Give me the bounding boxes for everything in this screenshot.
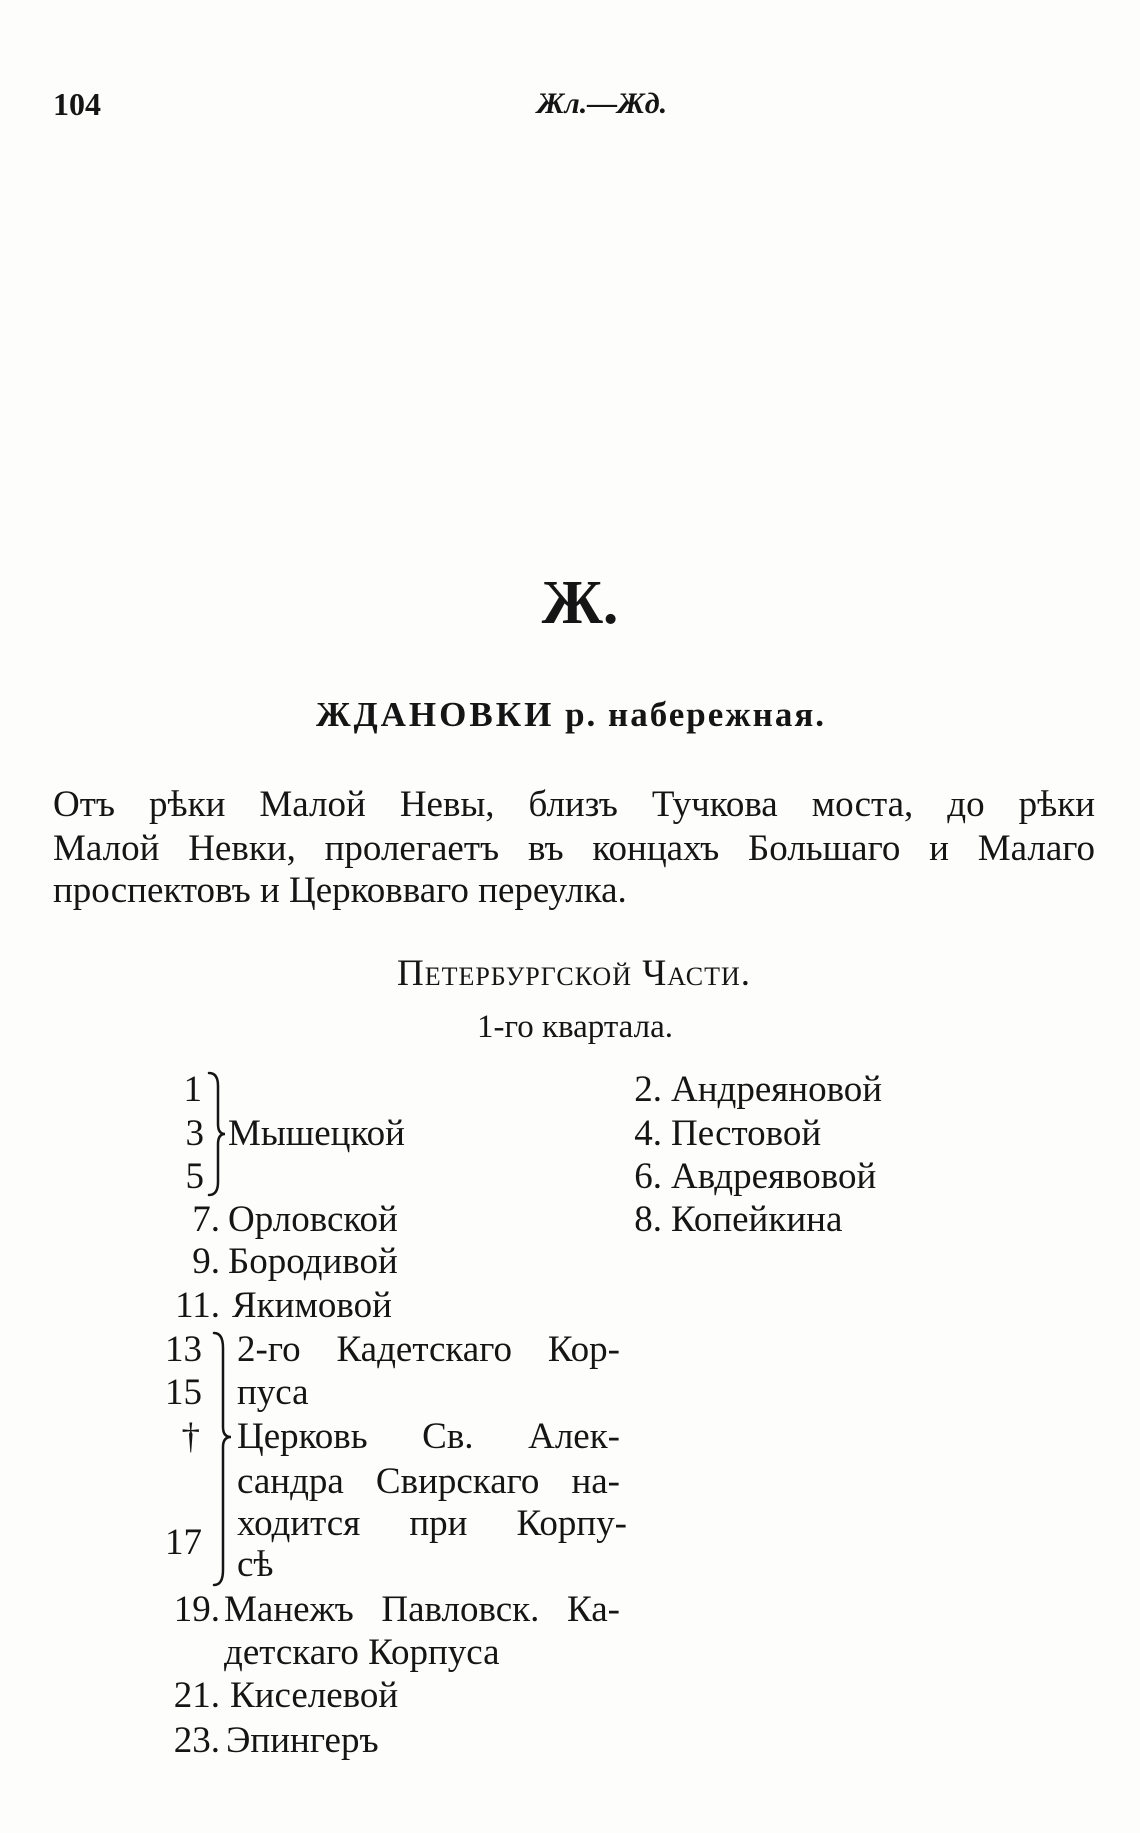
church-description: сѣ: [237, 1544, 274, 1585]
house-number: 1: [183, 1069, 202, 1110]
house-number: 8.: [634, 1199, 662, 1240]
description-line: проспектовъ и Церковваго переулка.: [53, 870, 627, 911]
house-number: 19.: [173, 1589, 220, 1630]
house-number: 9.: [192, 1241, 220, 1282]
house-number: 3: [185, 1113, 204, 1154]
owner-name: Манежъ Павловск. Ка-: [224, 1589, 620, 1630]
description-line: Малой Невки, пролегаетъ въ концахъ Большаго и Малаго: [53, 828, 1095, 869]
church-description: ходится при Корпу-: [237, 1503, 627, 1544]
owner-name: Бородивой: [228, 1241, 398, 1282]
owner-name: Эпингеръ: [226, 1720, 379, 1761]
house-number: 15: [165, 1372, 202, 1413]
description-line: Отъ рѣки Малой Невы, близъ Тучкова моста, до рѣки: [53, 784, 1095, 825]
owner-name: Авдреявовой: [671, 1156, 877, 1197]
section-letter: Ж.: [541, 569, 619, 637]
owner-name: Пестовой: [671, 1113, 822, 1154]
running-title: Жл.—Жд.: [536, 87, 668, 120]
house-number: 2.: [634, 1069, 662, 1110]
entry-name: ЖДАНОВКИ: [315, 695, 555, 734]
house-number: 6.: [634, 1156, 662, 1197]
owner-name: Киселевой: [230, 1675, 399, 1716]
quarter-heading: 1-го квартала.: [477, 1009, 673, 1045]
house-number: 7.: [192, 1199, 220, 1240]
owner-name: Мышецкой: [228, 1113, 405, 1154]
owner-name: Андреяновой: [671, 1069, 883, 1110]
house-number: 21.: [173, 1675, 220, 1716]
house-number: 4.: [634, 1113, 662, 1154]
owner-name: Копейкина: [671, 1199, 843, 1240]
page-number: 104: [53, 86, 101, 122]
owner-name: Якимовой: [232, 1285, 392, 1326]
owner-name: пуса: [237, 1372, 309, 1413]
owner-name: детскаго Корпуса: [224, 1632, 500, 1673]
grouping-brace: [211, 1330, 233, 1588]
house-number: 5: [185, 1156, 204, 1197]
house-number: 17: [165, 1522, 202, 1563]
house-number: 13: [165, 1329, 202, 1370]
entry-type: р. набережная.: [565, 695, 827, 734]
house-number: 11.: [175, 1285, 220, 1326]
house-number: 23.: [173, 1720, 220, 1761]
owner-name: Орловской: [228, 1199, 398, 1240]
church-description: Церковь Св. Алек-: [237, 1416, 620, 1457]
owner-name: 2-го Кадетскаго Кор-: [237, 1329, 620, 1370]
district-heading: Петербургской Части.: [396, 953, 751, 994]
church-mark: †: [181, 1416, 200, 1457]
entry-heading: [100, 693, 1042, 737]
church-description: сандра Свирскаго на-: [237, 1461, 620, 1502]
grouping-brace: [207, 1070, 227, 1198]
